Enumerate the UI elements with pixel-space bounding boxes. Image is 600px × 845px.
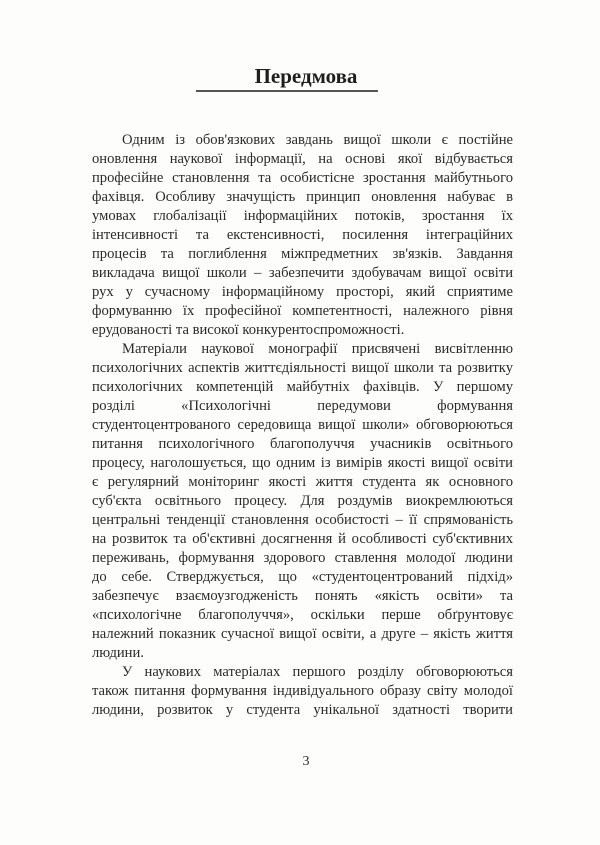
paragraph [92,340,513,663]
text-line: є регулярний моніторинг якості життя студента як основного [92,474,513,490]
text-line: У наукових матеріалах першого розділу обговорюються [122,664,513,680]
text-line: людини. [92,645,144,661]
text-line: питання психологічного благополуччя учасників освітнього [92,436,513,452]
text-line: умовах глобалізації інформаційних потоків, зростання їх [92,208,513,224]
text-line: Матеріали наукової монографії присвячені висвітленню [122,341,513,357]
text-line: переживань, формування здорового ставлення молодої людини [92,550,513,566]
paragraph [92,663,513,720]
text-line: психологічних аспектів життєдіяльності вищої школи та розвитку [92,360,513,376]
text-line: розділі «Психологічні передумови формування [92,398,513,414]
text-line: забезпечує взаємоузгодженість понять «якість освіти» та [92,588,513,604]
text-line: ерудованості та високої конкурентоспроможності. [92,322,405,338]
text-line: також питання формування індивідуального образу світу молодої [92,683,513,699]
page-number: 3 [302,754,310,769]
text-line: процесу, наголошується, що одним із вимірів якості вищої освіти [92,455,513,471]
title-underline [196,90,378,92]
text-line: людини, розвиток у студента унікальної здатності творити [92,702,513,718]
text-line: формуванню їх професійної компетентності, належного рівня [92,303,513,319]
paragraph [92,131,513,340]
text-line: до себе. Стверджується, що «студентоцентрований підхід» [92,569,513,585]
text-line: рух у сучасному інформаційному просторі, який сприятиме [92,284,513,300]
text-line: Одним із обов'язкових завдань вищої школи є постійне [122,132,513,148]
body-text [92,131,513,720]
text-line: викладача вищої школи – забезпечити здобувачам вищої освіти [92,265,513,281]
text-line: студентоцентрованого середовища вищої школи» обговорюються [92,417,513,433]
text-line: професійне становлення та особистісне зростання майбутнього [92,170,513,186]
text-line: центральні тенденції становлення особистості – її спрямованість [92,512,513,528]
text-line: на розвиток та об'єктивні досягнення й особливості суб'єктивних [92,531,513,547]
text-line: суб'єкта освітнього процесу. Для роздумів виокремлюються [92,493,513,509]
text-line: належний показник сучасної вищої освіти, а друге – якість життя [92,626,513,642]
text-line: психологічних компетенцій майбутніх фахівців. У першому [92,379,513,395]
text-line: інтенсивності та екстенсивності, посилення інтеграційних [92,227,513,243]
text-line: оновлення наукової інформації, на основі якої відбувається [92,151,513,167]
text-line: процесів та поглиблення міжпредметних зв'язків. Завдання [92,246,513,262]
page-title: Передмова [254,64,358,88]
text-line: фахівця. Особливу значущість принцип оновлення набуває в [92,189,513,205]
text-line: «психологічне благополуччя», оскільки перше обґрунтовує [92,607,513,623]
